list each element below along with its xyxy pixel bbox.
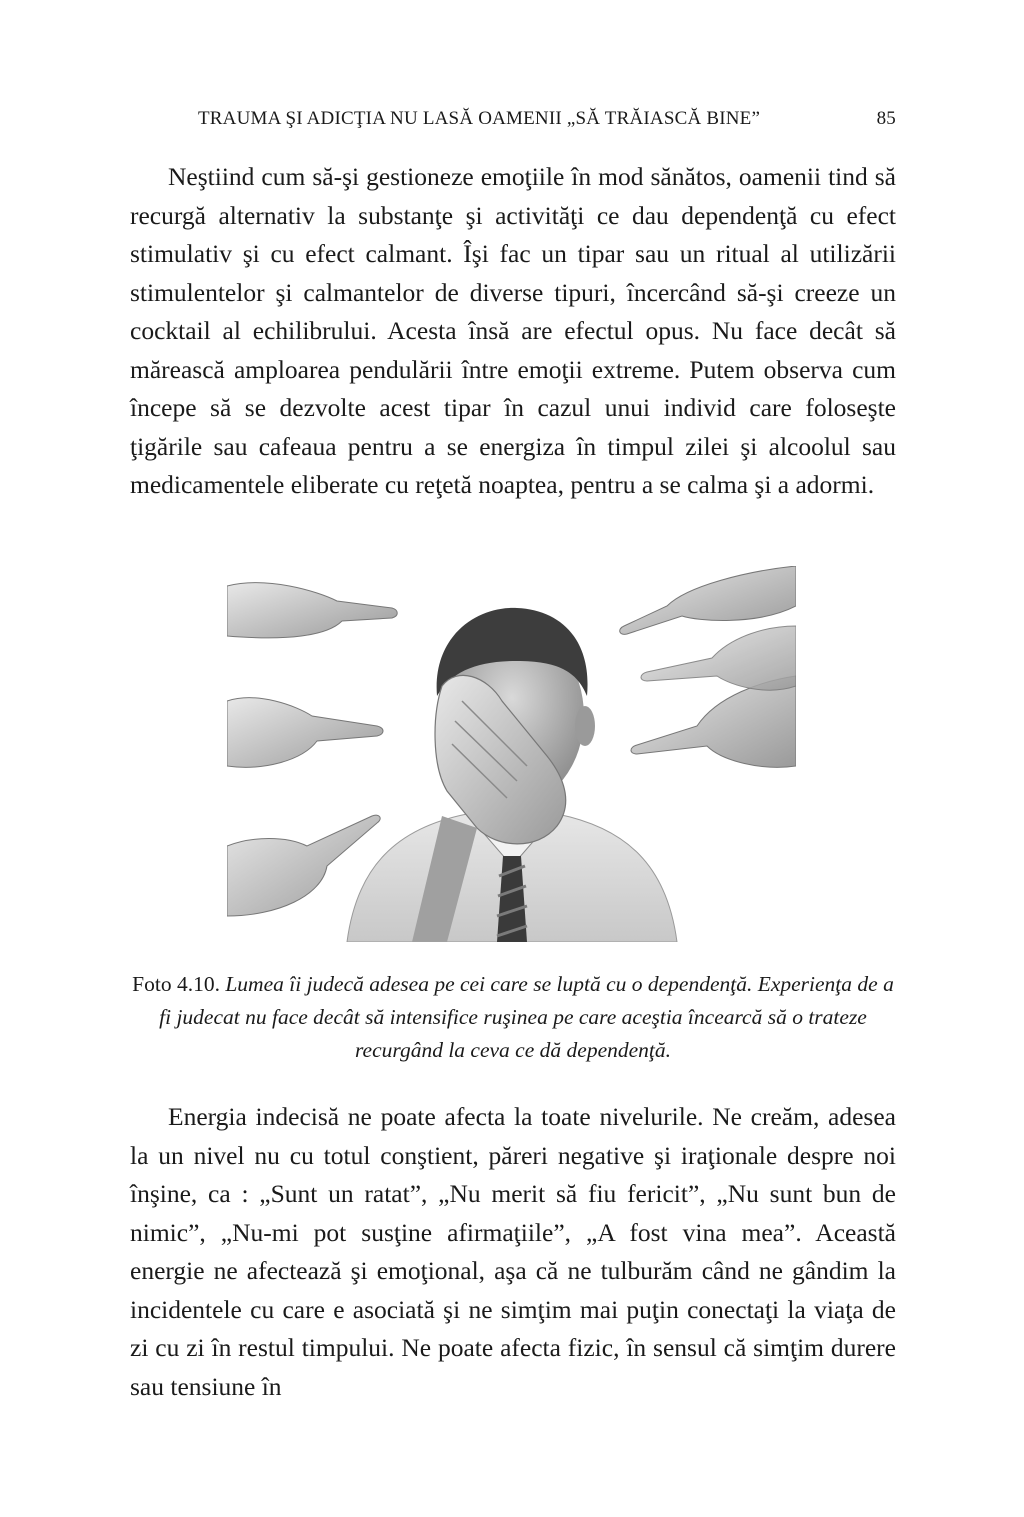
photo-man-covering-face-pointed-at [227, 566, 796, 942]
body-paragraph-2: Energia indecisă ne poate afecta la toate nivelurile. Ne creăm, adesea la un nivel nu cu totul conştient, păreri negative şi iraţionale despre noi înşine, ca : „Sunt un ratat”, „Nu merit să fiu fericit”, „Nu sunt bun de nimic”, „Nu-mi pot susţine afirmaţiile”, „A fost vina mea”. Această energie ne afectează şi emoţional, aşa că ne tulburăm când ne gândim la incidentele cu care e asociată şi ne simţim mai puţin conectaţi la viaţa de zi cu zi în restul timpului. Ne poate afecta fizic, în sensul că simţim durere sau tensiune în [130, 1102, 896, 1401]
page-number: 85 [876, 108, 896, 129]
figure-caption [130, 968, 896, 1067]
running-title: TRAUMA ŞI ADICŢIA NU LASĂ OAMENII „SĂ TRĂIASCĂ BINE” [198, 108, 761, 129]
running-header [130, 108, 896, 138]
figure-caption-text: Lumea îi judecă adesea pe cei care se luptă cu o dependenţă. Experienţa de a fi judecat nu face decât să intensifice ruşinea pe care aceştia încearcă să o trateze recurgând la ceva ce dă dependenţă. [159, 972, 894, 1062]
body-paragraph-1: Neştiind cum să-şi gestioneze emoţiile în mod sănătos, oamenii tind să recurgă alternativ la substanţe şi activităţi ce dau dependenţă cu efect stimulativ şi cu efect calmant. Îşi fac un tipar sau un ritual al utilizării stimulentelor şi calmantelor de diverse tipuri, încercând să-şi creeze un cocktail al echilibrului. Acesta însă are efectul opus. Nu face decât să mărească amploarea pendulării între emoţii extreme. Putem observa cum începe să se dezvolte acest tipar în cazul unui individ care foloseşte ţigările sau cafeaua pentru a se energiza în timpul zilei şi alcoolul sau medicamentele eliberate cu reţetă noaptea, pentru a se calma şi a adormi. [130, 162, 896, 499]
figure-label: Foto 4.10. [132, 972, 220, 996]
